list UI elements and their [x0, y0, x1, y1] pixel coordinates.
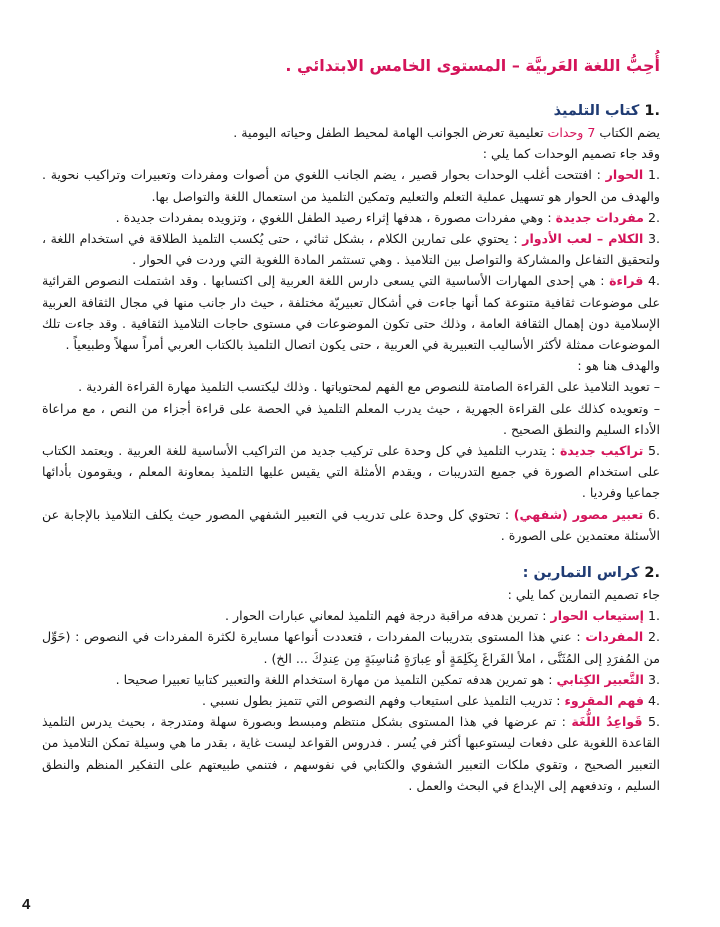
item-key: تراكيب جديدة [559, 443, 644, 459]
section-1-intro [42, 122, 660, 143]
list-item [42, 504, 660, 546]
units-count: 7 وحدات [547, 125, 596, 140]
item-key: قَواعِدُ اللُّغَة [571, 714, 643, 730]
item-number: .1 [647, 608, 660, 624]
list-item [42, 270, 660, 355]
item-text: : تمرين هدفه مراقبة درجة فهم التلميذ لمعاني عبارات الحوار . [224, 608, 551, 624]
item-key: التَّعبير الكِتابي [556, 671, 644, 687]
section-2-heading [42, 562, 660, 584]
item-key: مفردات جديدة [555, 209, 644, 225]
item-text: : افتتحت أغلب الوحدات بحوار قصير ، يضم الجانب اللغوي من أصوات ومفردات وتعبيرات وتراكيب نحوية . والهدف من الحوار هو تسهيل عملية التعلم والتعليم وتمكين التلميذ من استعمال اللغة والتواصل بها. [42, 167, 660, 204]
goal-item: – تعويد التلاميذ على القراءة الصامتة للنصوص مع الفهم لمحتوياتها . وذلك ليكتسب التلميذ مهارة القراءة الفردية . [78, 379, 660, 395]
item-key: المفردات [585, 629, 644, 645]
item-number: .5 [647, 714, 660, 730]
item-text: : تدريب التلميذ على استيعاب وفهم النصوص التي تتميز بطول نسبي . [201, 693, 565, 709]
item-number: .3 [647, 671, 660, 687]
list-item [42, 690, 660, 711]
list-item [42, 207, 660, 228]
item-key: قراءة [609, 273, 644, 289]
list-item [42, 164, 660, 206]
item-key: إستيعاب الحوار [550, 608, 644, 624]
item-number: .3 [647, 231, 660, 247]
item-text: : عني هذا المستوى بتدريبات المفردات ، فتعددت أنواعها مسايرة لكثرة المفردات في النصوص : (حَوِّل من المُفرَدِ إلى المُثَنَّى ، املأ الفَراغَ بِكَلِمَةٍ أو عِبارَةٍ مُناسِبَةٍ مِن عِندِكَ ... الخ) . [42, 629, 660, 666]
section-1-title: كتاب التلميذ [553, 103, 640, 119]
item-text: : تحتوي كل وحدة على تدريب في التعبير الشفهي المصور حيث يكلف التلاميذ بالإجابة عن الأسئلة معتمدين على الصورة . [42, 506, 660, 543]
intro-text-a: يضم الكتاب [595, 125, 660, 140]
list-item [42, 626, 660, 668]
item-number: .6 [647, 506, 660, 522]
page-number: 4 [22, 896, 31, 913]
item-key: الحوار [605, 167, 644, 183]
item-number: .5 [647, 443, 660, 459]
item-text: : وهي مفردات مصورة ، هدفها إثراء رصيد الطفل اللغوي ، وتزويده بمفردات جديدة . [115, 209, 556, 225]
item-text: : يتدرب التلميذ في كل وحدة على تركيب جديد من التراكيب الأساسية للغة العربية . ويعتمد الكتاب على استخدام الصورة في جميع التدريبات ، ويقدم الأمثلة التي يقيس عليها التلميذ بمعاونة المعلم ، ويقومون بأدائها جماعيا وفرديا . [42, 443, 660, 501]
section-gap [42, 546, 660, 562]
item-text: : هي إحدى المهارات الأساسية التي يسعى دارس اللغة العربية إلى اكتسابها . وقد اشتملت النصوص القرائية على موضوعات ثقافية متنوعة كما أنها جاءت في أشكال تعبيريّة مختلفة ، حيث دار جانب منها في مجال الثقافة العربية الإسلامية دون إهمال الثقافة العامة ، وذلك حتى تكون الموضوعات في مستوى حاجات التلاميذ الثقافية . وقد جاءت تلك الموضوعات ممثلة لأكثر الأساليب التعبيرية في العربية ، حتى يكون اتصال التلميذ بالكتاب العربي أمراً سهلاً وطبيعياً . [42, 273, 660, 353]
section-2-number: .2 [644, 565, 660, 582]
intro-text-b: تعليمية تعرض الجوانب الهامة لمحيط الطفل وحياته اليومية . [233, 125, 548, 140]
list-item [42, 605, 660, 626]
list-item [42, 228, 660, 270]
section-1-heading [42, 100, 660, 122]
goal-item: – وتعويده كذلك على القراءة الجهرية ، حيث يدرب المعلم التلميذ في الحصة على قراءة أجزاء من النص ، مع مراعاة الأداء السليم والنطق الصحيح . [42, 400, 660, 437]
item-text: : هو تمرين هدفه تمكين التلميذ من مهارة استخدام اللغة والتعبير كتابيا تعبيرا صحيحا . [115, 671, 557, 687]
item-text: : تم عرضها في هذا المستوى بشكل منتظم ومبسط وبصورة سهلة ومتدرجة ، بحيث يدرس التلميذ القاعدة اللغوية على دفعات ليستوعبها أكثر في يُسر . فدروس القواعد ليست غاية ، بقدر ما هي وسيلة تمكن التلاميذ من التعبير الصحيح ، وتقوي ملكات التعبير الشفوي والكتابي في نفوسهم ، فتنمي طبيعتهم على التفكير المنظم والنطق السليم ، وتدفعهم إلى الإبداع في البحث والعمل . [42, 714, 660, 793]
section-1-intro-2: وقد جاء تصميم الوحدات كما يلي : [482, 146, 660, 162]
list-item [42, 711, 660, 796]
list-item [42, 440, 660, 504]
section-2-title: كراس التمارين : [522, 565, 640, 582]
item-number: .1 [647, 167, 661, 183]
item-key: تعبير مصور (شفهي) [513, 506, 644, 522]
list-item [42, 669, 660, 690]
item-number: .2 [647, 209, 660, 225]
item-number: .4 [647, 693, 660, 709]
section-1-number: .1 [644, 103, 660, 119]
item-text: : يحتوي على تمارين الكلام ، بشكل ثنائي ، حتى يُكسب التلميذ الطلاقة في استخدام اللغة ، ولتحقيق التفاعل والمشاركة والتواصل بين التلاميذ . وهي تستثمر المادة اللغوية التي وردت في الحوار . [42, 231, 660, 268]
item-key: الكلام – لعب الأدوار [522, 231, 644, 247]
item-number: .2 [647, 629, 660, 645]
item-number: .4 [647, 273, 660, 289]
goal-label: والهدف هنا هو : [577, 358, 660, 374]
item-key: فهم المقروء [564, 693, 644, 709]
section-2-intro: جاء تصميم التمارين كما يلي : [507, 587, 660, 603]
page-title: أُحِبُّ اللغة العَربيَّة – المستوى الخامس الابتدائي . [285, 56, 660, 75]
